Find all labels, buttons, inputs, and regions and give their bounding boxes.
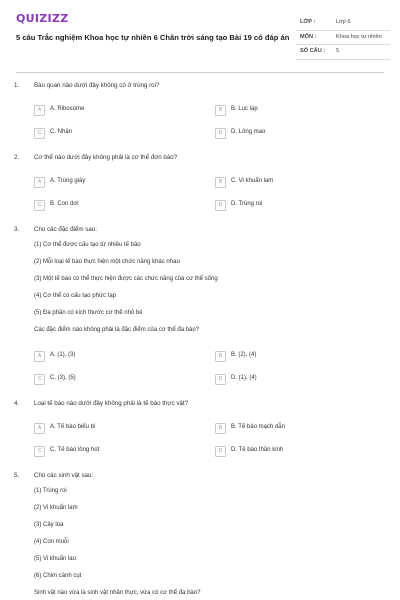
meta-row-subject (296, 31, 390, 46)
worksheet-title: 5 câu Trắc nghiệm Khoa học tự nhiên 6 Chân trời sáng tạo Bài 19 có đáp án (16, 33, 290, 42)
option-letter-box: A (34, 105, 45, 116)
statement-text: (2) Mỗi loại tế bào thực hiện một chức năng khác nhau (34, 259, 180, 265)
question-prompt: Các đặc điểm nào không phải là đặc điểm của cơ thể đa bào? (34, 327, 200, 333)
statement-line (0, 553, 400, 570)
header-divider (16, 72, 384, 73)
meta-value: Lớp 6 (336, 19, 351, 25)
question-2 (0, 152, 400, 217)
meta-key: SỐ CÂU : (300, 48, 326, 54)
option-letter-box: B (215, 177, 226, 188)
option-grid (0, 413, 400, 463)
option-text: D. Lông mao (231, 129, 266, 135)
statement-text: (1) Cơ thể được cấu tạo từ nhiều tế bào (34, 242, 141, 248)
option-text: C. Vi khuẩn lam (231, 178, 274, 184)
option-letter-box: A (34, 423, 45, 434)
statement-text: (6) Chim cánh cụt (34, 573, 82, 579)
statement-text: (4) Con muỗi (34, 539, 69, 545)
question-5 (0, 470, 400, 600)
statement-line (0, 536, 400, 553)
question-prompt-line (0, 324, 400, 341)
option-letter-box: C (34, 446, 45, 457)
meta-value: 5 (336, 48, 340, 54)
option-text: C. Tế bào lông hút (50, 447, 100, 453)
meta-table (296, 16, 390, 60)
option-letter-box: D (215, 374, 226, 385)
quizizz-logo: QUIZIZZ (16, 12, 69, 25)
worksheet-header (0, 0, 400, 66)
statement-line (0, 256, 400, 273)
option-letter-box: D (215, 128, 226, 139)
statement-line (0, 485, 400, 502)
question-text: Cho các đặc điểm sau: (34, 226, 97, 233)
option-text: B. Con dơi (50, 201, 79, 207)
option-letter-box: C (34, 200, 45, 211)
statement-line (0, 239, 400, 256)
statement-line (0, 570, 400, 587)
statement-text: (1) Trùng roi (34, 488, 67, 494)
option-grid (0, 341, 400, 391)
option-text: D. Tế bào thần kinh (231, 447, 284, 453)
question-number: 1. (14, 82, 20, 89)
option-letter-box: C (34, 374, 45, 385)
question-number: 2. (14, 154, 20, 161)
meta-value: Khoa học tự nhiên (336, 33, 382, 40)
statement-text: (4) Cơ thể có cấu tạo phức tạp (34, 293, 116, 299)
question-prompt-line (0, 587, 400, 600)
option-text: B. Tế bào mạch dẫn (231, 424, 285, 430)
statement-line (0, 519, 400, 536)
statement-text: (3) Một tế bào có thể thực hiện được các chức năng của cơ thể sống (34, 276, 218, 282)
statement-line (0, 290, 400, 307)
option-letter-box: D (215, 200, 226, 211)
option-letter-box: C (34, 128, 45, 139)
question-prompt: Sinh vật nào vừa là sinh vật nhân thực, vừa có cơ thể đa bào? (34, 590, 201, 596)
meta-key: MÔN : (300, 33, 317, 40)
question-text: Cơ thể nào dưới đây không phải là cơ thể đơn bào? (34, 154, 178, 161)
meta-row-grade (296, 16, 390, 31)
statement-line (0, 273, 400, 290)
statement-line (0, 307, 400, 324)
statement-text: (2) Vi khuẩn lam (34, 505, 78, 511)
question-text: Cho các sinh vật sau: (34, 472, 94, 479)
option-letter-box: B (215, 351, 226, 362)
option-text: B. Lục lạp (231, 106, 258, 112)
option-text: D. Trùng roi (231, 201, 263, 207)
option-grid (0, 167, 400, 217)
option-text: A. Trùng giày (50, 178, 86, 184)
option-letter-box: B (215, 105, 226, 116)
question-3 (0, 224, 400, 391)
question-number: 3. (14, 226, 20, 233)
question-number: 4. (14, 400, 20, 407)
option-text: B. (2), (4) (231, 352, 257, 358)
option-text: A. Ribosome (50, 106, 85, 112)
statement-text: (5) Đa phần có kích thước cơ thể nhỏ bé (34, 310, 143, 316)
question-text: Bào quan nào dưới đây không có ở trùng roi? (34, 82, 160, 89)
option-text: C. Nhân (50, 129, 73, 135)
question-4 (0, 398, 400, 463)
statement-text: (3) Cây lúa (34, 522, 64, 528)
option-text: A. Tế bào biểu bì (50, 424, 96, 430)
question-number: 5. (14, 472, 20, 479)
question-text: Loại tế bào nào dưới đây không phải là tế bào thực vật? (34, 400, 189, 407)
option-text: C. (3), (5) (50, 375, 76, 381)
question-1 (0, 80, 400, 145)
meta-row-count (296, 45, 390, 60)
option-letter-box: A (34, 351, 45, 362)
meta-key: LỚP : (300, 19, 316, 25)
statement-text: (5) Vi khuẩn lao (34, 556, 76, 562)
option-text: D. (1), (4) (231, 375, 257, 381)
option-letter-box: D (215, 446, 226, 457)
question-list (0, 80, 400, 600)
option-letter-box: B (215, 423, 226, 434)
statement-line (0, 502, 400, 519)
option-letter-box: A (34, 177, 45, 188)
option-text: A. (1), (3) (50, 352, 76, 358)
option-grid (0, 95, 400, 145)
